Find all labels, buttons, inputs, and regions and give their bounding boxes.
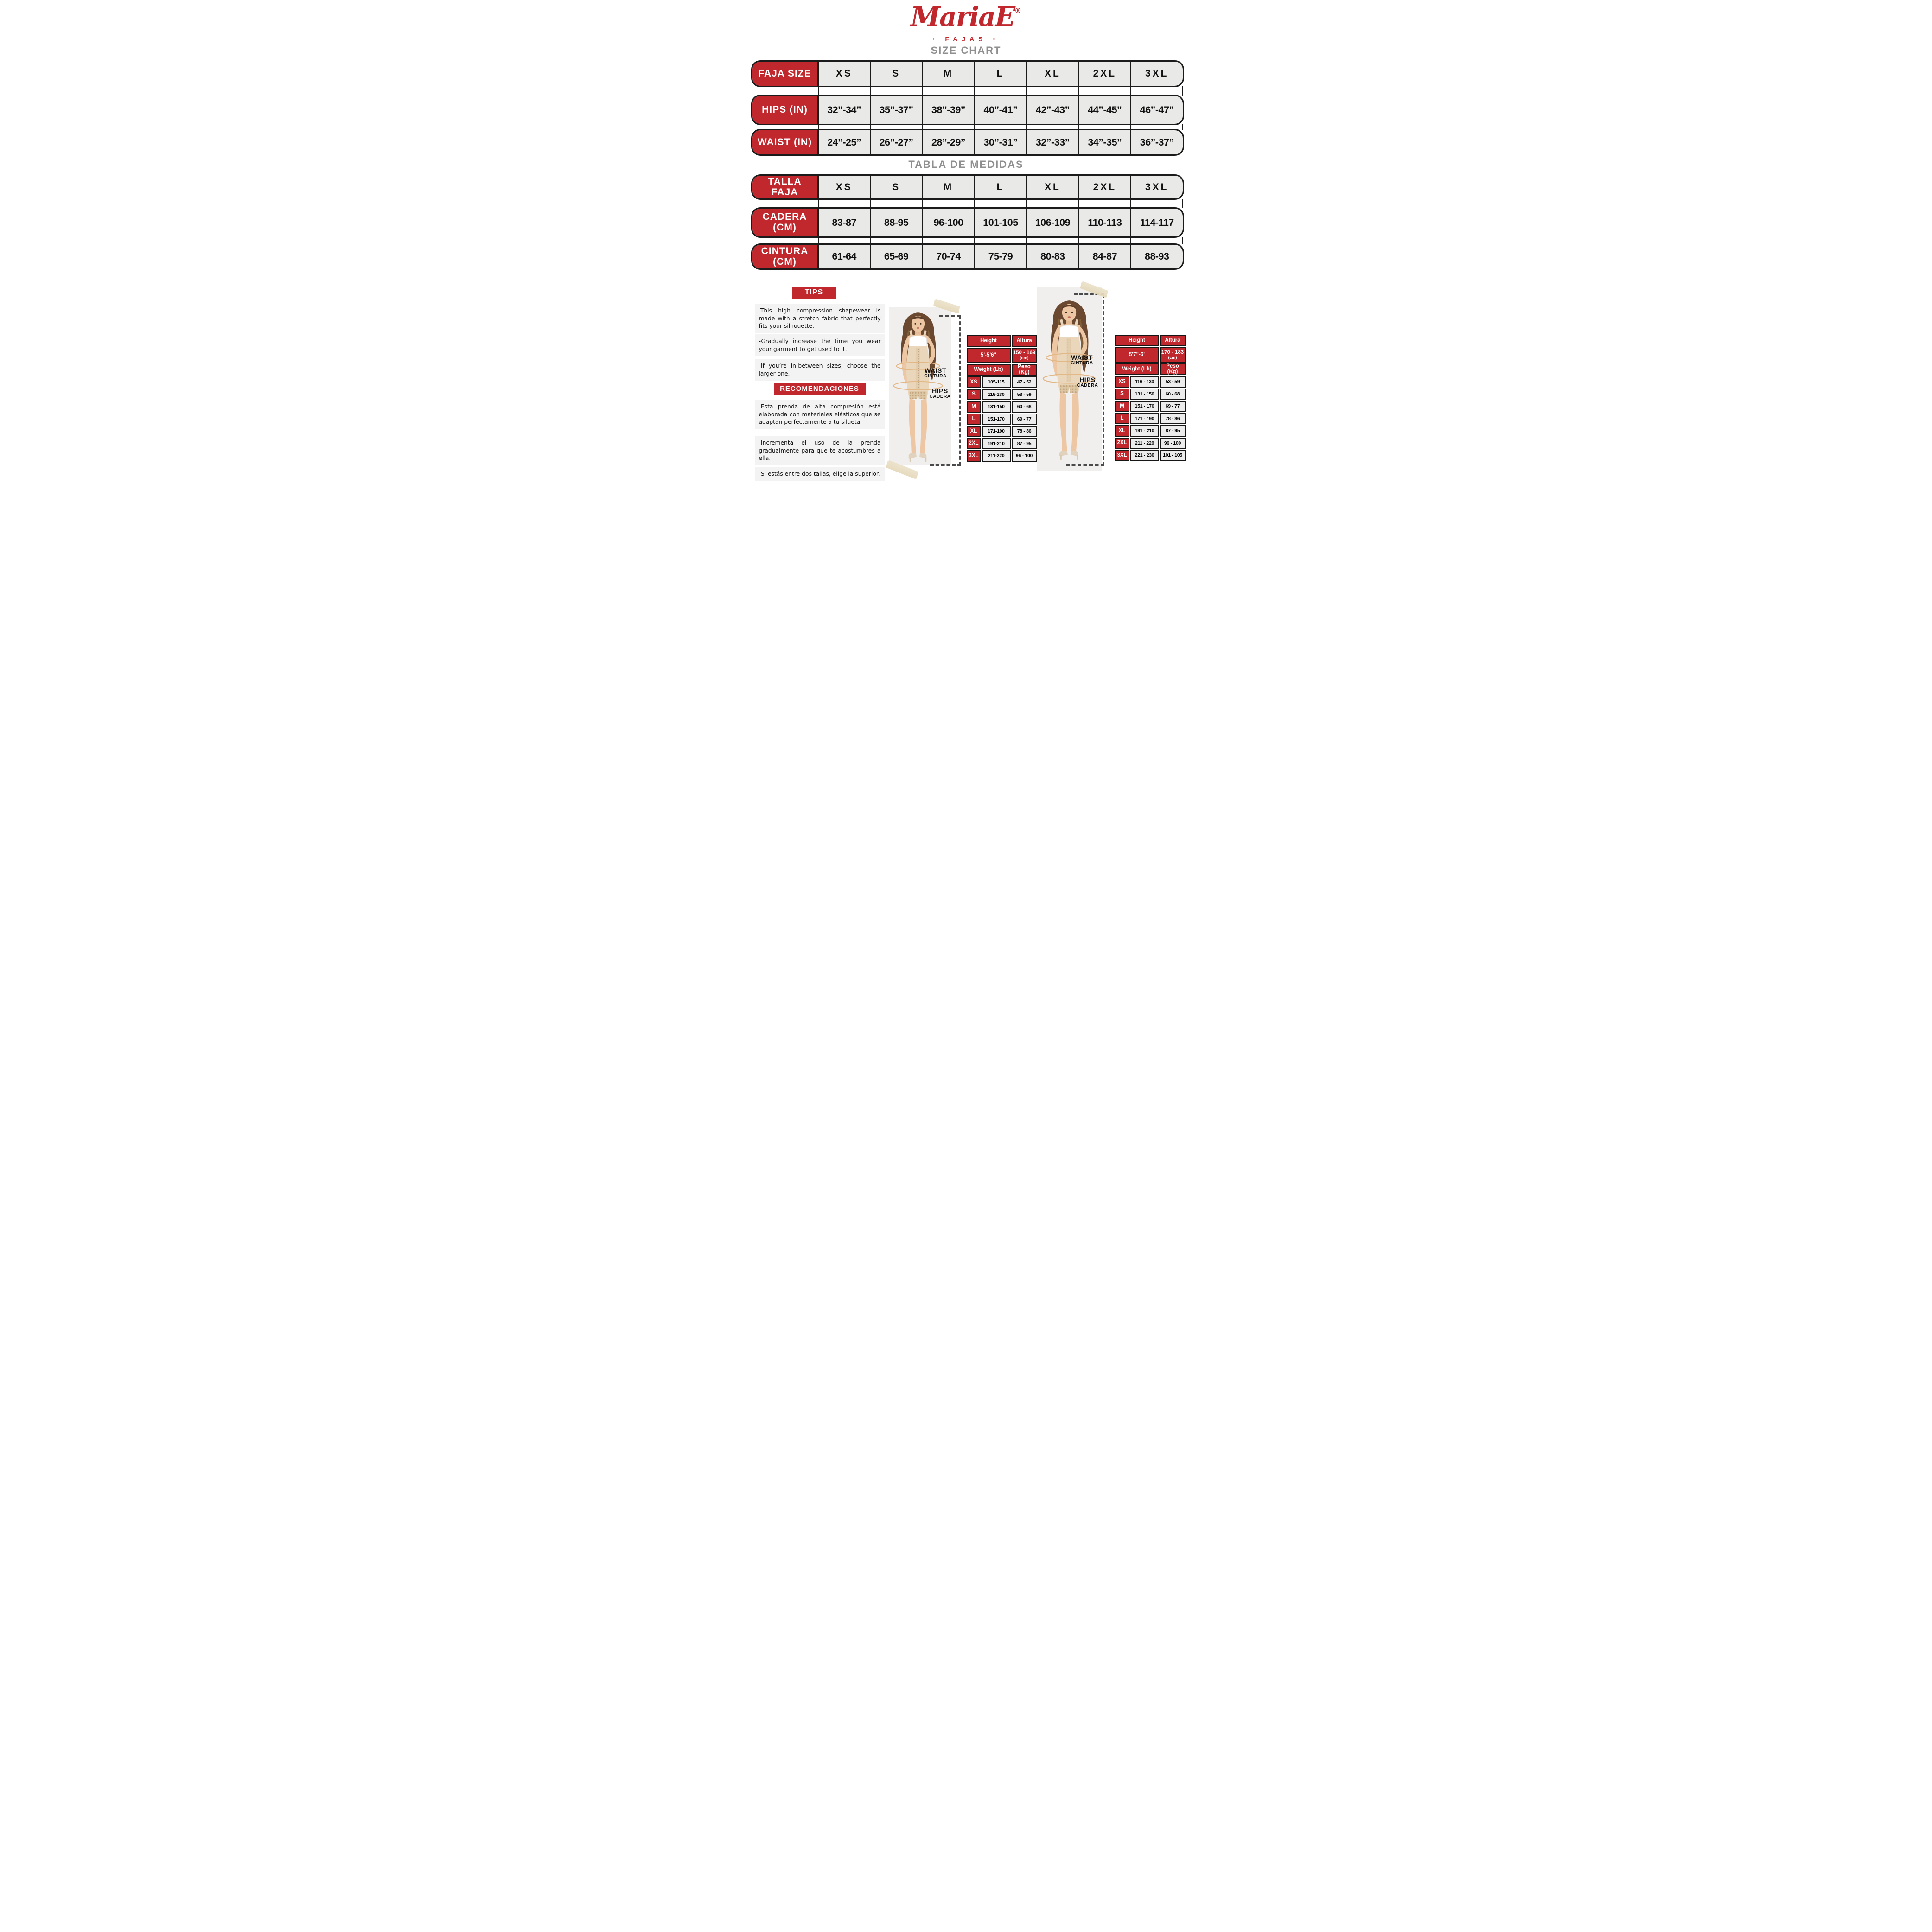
column-stub <box>974 86 976 96</box>
waist-es: CINTURA <box>1071 360 1093 366</box>
waist-es: CINTURA <box>924 373 947 379</box>
altura-range-unit: (cm) <box>1168 355 1177 360</box>
table-gap <box>751 200 1184 207</box>
size-cell: S <box>1115 389 1129 400</box>
size-cell: S <box>967 389 981 401</box>
tips-heading: TIPS <box>792 287 836 299</box>
size-cell: XS <box>835 181 853 192</box>
table-row-cintura <box>751 243 1184 270</box>
size-cell: S <box>870 62 922 86</box>
row-label-faja-size: FAJA SIZE <box>752 62 819 86</box>
table-gap <box>751 125 1184 129</box>
kg-cell: 60 - 68 <box>1012 401 1037 413</box>
column-stub <box>870 86 872 96</box>
waist-en: WAIST <box>1071 354 1093 361</box>
column-stub <box>870 199 872 208</box>
column-stub <box>1182 124 1184 130</box>
size-chart-heading: SIZE CHART <box>931 45 1001 56</box>
kg-cell: 47 - 52 <box>1012 376 1037 388</box>
kg-cell: 87 - 95 <box>1160 425 1186 437</box>
lb-cell: 171 - 190 <box>1130 413 1159 425</box>
column-stub <box>1078 237 1079 244</box>
peso-header: Peso (Kg) <box>1012 364 1037 376</box>
size-chart-page <box>725 0 1208 483</box>
brand-name: MariaE <box>910 1 1015 32</box>
weight-table-short <box>967 335 1037 462</box>
size-cell: XS <box>835 68 853 79</box>
size-cell: XS <box>1115 376 1129 388</box>
table-gap <box>751 238 1184 243</box>
altura-header: Altura <box>1160 335 1186 346</box>
table-row-tallas <box>751 174 1184 200</box>
dashed-frame <box>959 316 961 465</box>
value-cell: 88-95 <box>870 209 922 236</box>
size-cell: 3XL <box>1115 450 1129 461</box>
column-stub <box>1182 86 1184 96</box>
size-table-english <box>751 60 1184 156</box>
peso-header: Peso (Kg) <box>1160 363 1186 375</box>
kg-cell: 53 - 59 <box>1012 389 1037 401</box>
recomendacion-item: -Incrementa el uso de la prenda gradualmente para que te acostumbres a ella. <box>755 436 885 465</box>
value-cell: 44”-45” <box>1078 96 1130 124</box>
hips-label <box>924 388 956 399</box>
size-cell: XL <box>1026 176 1078 198</box>
column-stub <box>1078 124 1079 130</box>
waist-label <box>1066 354 1098 366</box>
lb-cell: 211 - 220 <box>1130 438 1159 449</box>
weight-table-tall <box>1115 335 1186 461</box>
label-line2: (CM) <box>773 222 797 233</box>
lb-cell: 131 - 150 <box>1130 389 1159 400</box>
size-cell: XL <box>1026 62 1078 86</box>
value-cell: 101-105 <box>974 209 1026 236</box>
size-cell: XS <box>967 376 981 388</box>
value-cell: 32”-34” <box>827 104 861 115</box>
lb-cell: 151 - 170 <box>1130 401 1159 412</box>
column-stub <box>1026 86 1027 96</box>
value-cell: 70-74 <box>922 245 974 268</box>
column-stub <box>1182 237 1184 244</box>
value-cell: 28”-29” <box>922 130 974 154</box>
value-cell: 38”-39” <box>922 96 974 124</box>
registered-trademark-icon: ® <box>1014 6 1022 15</box>
waist-en: WAIST <box>925 367 946 374</box>
hips-en: HIPS <box>932 387 948 395</box>
brand-subtitle: · FAJAS · <box>932 35 1000 43</box>
kg-cell: 96 - 100 <box>1012 450 1037 462</box>
kg-cell: 69 - 77 <box>1160 401 1186 412</box>
value-cell: 114-117 <box>1130 209 1182 236</box>
column-stub <box>922 86 924 96</box>
column-stub <box>1130 237 1132 244</box>
altura-range-value: 150 - 169 <box>1013 350 1036 356</box>
size-cell: M <box>922 176 974 198</box>
kg-cell: 96 - 100 <box>1160 438 1186 449</box>
recomendaciones-heading: RECOMENDACIONES <box>774 383 866 395</box>
value-cell: 35”-37” <box>870 96 922 124</box>
height-header: Height <box>967 335 1011 347</box>
size-table-spanish <box>751 174 1184 270</box>
value-cell: 26”-27” <box>870 130 922 154</box>
size-cell: L <box>974 176 1026 198</box>
column-stub <box>1182 199 1184 208</box>
column-stub <box>818 199 820 208</box>
column-stub <box>818 86 820 96</box>
column-stub <box>1026 124 1027 130</box>
size-cell: S <box>870 176 922 198</box>
altura-header: Altura <box>1012 335 1037 347</box>
size-cell: 3XL <box>1130 176 1182 198</box>
waist-label <box>919 367 952 379</box>
tip-item: -If you’re in-between sizes, choose the larger one. <box>755 359 885 381</box>
lb-cell: 116 - 130 <box>1130 376 1159 388</box>
value-cell: 32”-33” <box>1026 130 1078 154</box>
value-cell: 36”-37” <box>1130 130 1182 154</box>
column-stub <box>1130 86 1132 96</box>
column-stub <box>1078 86 1079 96</box>
value-cell: 83-87 <box>832 217 856 228</box>
lb-cell: 151-170 <box>982 414 1011 425</box>
value-cell: 80-83 <box>1026 245 1078 268</box>
value-cell: 96-100 <box>922 209 974 236</box>
lb-cell: 131-150 <box>982 401 1011 413</box>
recomendacion-item: -Si estás entre dos tallas, elige la superior. <box>755 467 885 481</box>
size-cell: XL <box>1115 425 1129 437</box>
column-stub <box>870 237 872 244</box>
kg-cell: 69 - 77 <box>1012 414 1037 425</box>
lb-cell: 211-220 <box>982 450 1011 462</box>
kg-cell: 78 - 86 <box>1012 426 1037 437</box>
label-line1: CADERA <box>762 211 807 223</box>
height-range: 5'-5'6" <box>967 348 1011 363</box>
table-gap <box>751 87 1184 95</box>
value-cell: 65-69 <box>870 245 922 268</box>
table-row-sizes <box>751 60 1184 87</box>
column-stub <box>1026 237 1027 244</box>
column-stub <box>870 124 872 130</box>
column-stub <box>1130 199 1132 208</box>
lb-cell: 116-130 <box>982 389 1011 401</box>
size-cell: L <box>974 62 1026 86</box>
dashed-frame <box>1103 294 1104 465</box>
dashed-frame <box>939 315 961 317</box>
column-stub <box>974 199 976 208</box>
value-cell: 110-113 <box>1078 209 1130 236</box>
value-cell: 84-87 <box>1078 245 1130 268</box>
column-stub <box>1026 199 1027 208</box>
value-cell: 88-93 <box>1130 245 1182 268</box>
size-cell: 3XL <box>967 450 981 462</box>
size-cell: XL <box>967 426 981 437</box>
label-line2: (CM) <box>773 256 797 267</box>
size-cell: 2XL <box>1078 62 1130 86</box>
value-cell: 24”-25” <box>827 136 861 148</box>
altura-range-unit: (cm) <box>1020 355 1029 360</box>
size-cell: M <box>922 62 974 86</box>
size-cell: 2XL <box>967 438 981 450</box>
row-label-waist: WAIST (IN) <box>752 130 819 154</box>
column-stub <box>974 237 976 244</box>
lb-cell: 171-190 <box>982 426 1011 437</box>
model-photo-2 <box>1037 287 1102 471</box>
column-stub <box>818 237 820 244</box>
tip-item: -Gradually increase the time you wear your garment to get used to it. <box>755 334 885 356</box>
dashed-frame <box>1066 464 1104 466</box>
dashed-frame <box>930 464 961 466</box>
size-cell: M <box>967 401 981 413</box>
altura-range <box>1012 348 1037 363</box>
lb-cell: 221 - 230 <box>1130 450 1159 461</box>
hips-en: HIPS <box>1079 376 1096 383</box>
column-stub <box>922 199 924 208</box>
hips-es: CADERA <box>1077 383 1098 388</box>
size-cell: 2XL <box>1078 176 1130 198</box>
row-label-talla-faja <box>752 176 819 198</box>
label-line2: FAJA <box>771 186 798 198</box>
kg-cell: 60 - 68 <box>1160 389 1186 400</box>
value-cell: 106-109 <box>1026 209 1078 236</box>
column-stub <box>974 124 976 130</box>
size-cell: L <box>967 414 981 425</box>
table-row-waist <box>751 129 1184 156</box>
size-cell: 3XL <box>1130 62 1182 86</box>
value-cell: 75-79 <box>974 245 1026 268</box>
tip-item: -This high compression shapewear is made with a stretch fabric that perfectly fits your silhouette. <box>755 304 885 333</box>
tabla-medidas-heading: TABLA DE MEDIDAS <box>908 159 1024 170</box>
value-cell: 30”-31” <box>974 130 1026 154</box>
lb-cell: 191-210 <box>982 438 1011 450</box>
table-row-hips <box>751 95 1184 125</box>
lb-cell: 191 - 210 <box>1130 425 1159 437</box>
size-cell: L <box>1115 413 1129 425</box>
recomendacion-item: -Esta prenda de alta compresión está elaborada con materiales elásticos que se adaptan perfectamente a tu silueta. <box>755 400 885 429</box>
lb-cell: 105-115 <box>982 376 1011 388</box>
size-cell: M <box>1115 401 1129 412</box>
height-range: 5'7"-6' <box>1115 347 1159 363</box>
kg-cell: 87 - 95 <box>1012 438 1037 450</box>
hips-es: CADERA <box>929 394 951 399</box>
value-cell: 42”-43” <box>1026 96 1078 124</box>
row-label-cintura <box>752 245 819 268</box>
kg-cell: 101 - 105 <box>1160 450 1186 461</box>
table-row-cadera <box>751 207 1184 238</box>
label-line1: TALLA <box>768 176 802 187</box>
label-line1: CINTURA <box>761 245 809 256</box>
altura-range <box>1160 347 1186 363</box>
row-label-hips: HIPS (IN) <box>752 96 819 124</box>
column-stub <box>1130 124 1132 130</box>
model-photo-1 <box>889 307 951 465</box>
brand-logo <box>725 1 1208 32</box>
value-cell: 61-64 <box>832 251 856 262</box>
column-stub <box>1078 199 1079 208</box>
row-label-cadera <box>752 209 819 236</box>
weight-header: Weight (Lb) <box>1115 363 1159 375</box>
hips-label <box>1071 376 1104 388</box>
weight-header: Weight (Lb) <box>967 364 1011 376</box>
size-cell: 2XL <box>1115 438 1129 449</box>
value-cell: 46”-47” <box>1130 96 1182 124</box>
value-cell: 40”-41” <box>974 96 1026 124</box>
value-cell: 34”-35” <box>1078 130 1130 154</box>
column-stub <box>922 124 924 130</box>
height-header: Height <box>1115 335 1159 346</box>
altura-range-value: 170 - 183 <box>1161 350 1184 356</box>
column-stub <box>922 237 924 244</box>
kg-cell: 53 - 59 <box>1160 376 1186 388</box>
kg-cell: 78 - 86 <box>1160 413 1186 425</box>
column-stub <box>818 124 820 130</box>
